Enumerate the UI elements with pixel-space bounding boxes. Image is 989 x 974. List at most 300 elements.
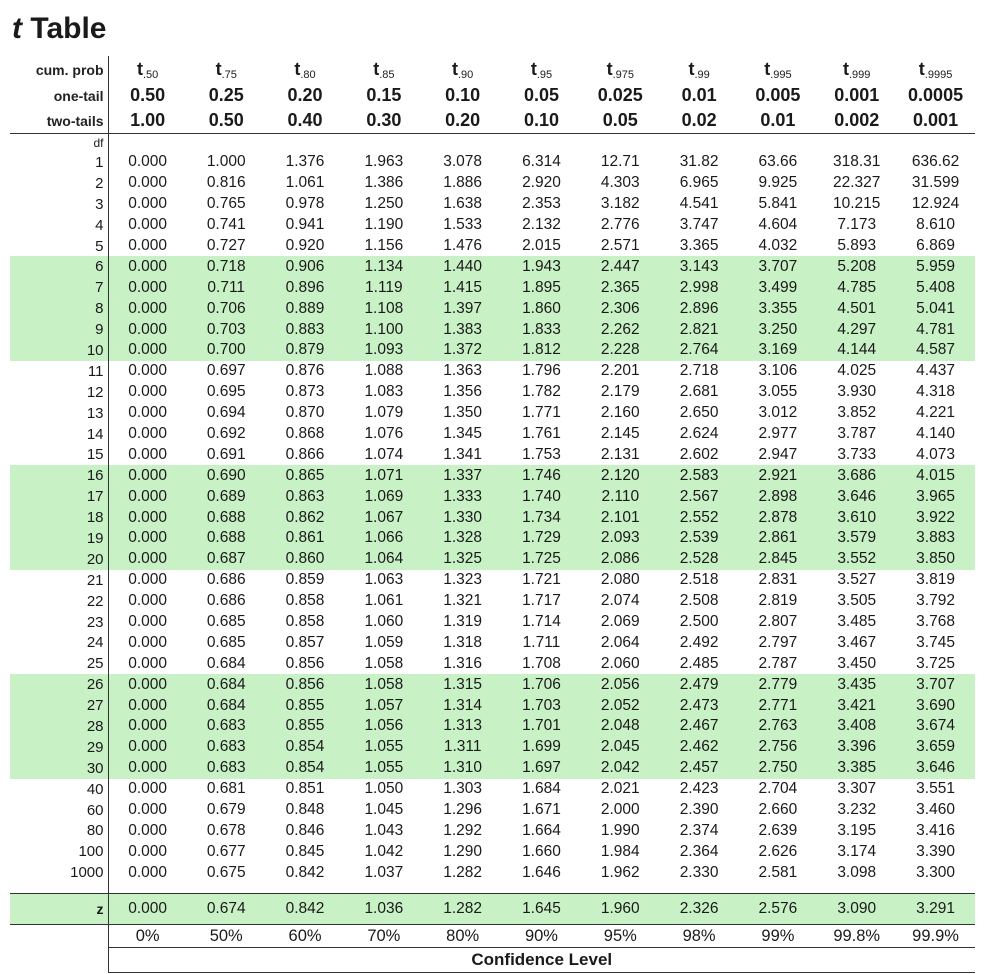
table-cell: 1.057 bbox=[344, 695, 423, 716]
table-cell: 1.533 bbox=[443, 216, 483, 234]
table-cell: 5.893 bbox=[837, 237, 877, 254]
z-row bbox=[10, 894, 975, 925]
table-row bbox=[10, 716, 975, 737]
one-tail-value: 0.10 bbox=[445, 85, 481, 105]
df-value: 20 bbox=[10, 549, 108, 570]
table-cell: 1.697 bbox=[502, 758, 581, 779]
table-row bbox=[10, 549, 975, 570]
df-value: 18 bbox=[10, 507, 108, 528]
critical-value-header: $t_{.975}$ bbox=[606, 58, 634, 81]
table-cell: 0.846 bbox=[285, 821, 325, 839]
table-cell: 3.106 bbox=[758, 362, 798, 380]
table-cell: 2.120 bbox=[581, 465, 660, 486]
table-cell: 0.859 bbox=[285, 571, 325, 589]
table-cell: 0.816 bbox=[206, 174, 246, 192]
table-cell: 0.000 bbox=[108, 758, 187, 779]
table-cell: 0.941 bbox=[285, 216, 325, 234]
table-row bbox=[10, 653, 975, 674]
table-cell: 3.467 bbox=[837, 633, 877, 651]
probability-subscript: .999 bbox=[849, 68, 871, 81]
table-cell: 3.421 bbox=[817, 695, 896, 716]
table-cell: 0.681 bbox=[206, 780, 246, 798]
table-cell: 0.000 bbox=[128, 362, 168, 380]
table-cell: 0.000 bbox=[128, 174, 168, 192]
table-cell: 0.000 bbox=[128, 592, 168, 610]
one-tail-value: 0.05 bbox=[523, 85, 559, 105]
table-cell: 1.341 bbox=[443, 445, 483, 463]
table-cell: 1.740 bbox=[502, 486, 581, 507]
table-cell: 2.552 bbox=[660, 507, 739, 528]
table-cell: 0.000 bbox=[108, 298, 187, 319]
table-cell: 1.729 bbox=[502, 528, 581, 549]
table-cell: 3.055 bbox=[758, 383, 798, 401]
table-cell: 318.31 bbox=[833, 153, 881, 171]
table-cell: 0.868 bbox=[285, 425, 325, 443]
one-tail-value: 0.0005 bbox=[908, 85, 964, 105]
table-cell: 3.745 bbox=[916, 633, 955, 651]
table-row bbox=[10, 821, 975, 842]
table-cell: 0.677 bbox=[206, 842, 246, 860]
table-row bbox=[10, 695, 975, 716]
table-cell: 3.365 bbox=[679, 237, 719, 254]
table-cell: 2.861 bbox=[739, 528, 818, 549]
two-tails-value: 0.002 bbox=[817, 108, 896, 134]
table-cell: 2.042 bbox=[581, 758, 660, 779]
table-cell: 1.050 bbox=[364, 780, 404, 798]
table-cell: 1.290 bbox=[443, 842, 483, 860]
table-cell: 1.000 bbox=[206, 153, 246, 171]
table-cell: 3.012 bbox=[758, 404, 798, 422]
table-cell: 0.675 bbox=[206, 863, 246, 881]
table-cell: 0.689 bbox=[187, 486, 266, 507]
table-row bbox=[10, 340, 975, 361]
table-cell: 2.457 bbox=[660, 758, 739, 779]
table-cell: 3.098 bbox=[837, 863, 877, 881]
table-cell: 3.250 bbox=[739, 319, 818, 340]
table-cell: 2.485 bbox=[679, 654, 719, 672]
one-tail-value: 0.001 bbox=[834, 85, 880, 105]
table-cell: 1.190 bbox=[364, 216, 404, 234]
table-cell: 0.684 bbox=[187, 674, 266, 695]
table-cell: 1.990 bbox=[600, 821, 640, 839]
table-cell: 1.314 bbox=[423, 695, 502, 716]
table-cell: 0.718 bbox=[187, 256, 266, 277]
table-cell: 2.660 bbox=[758, 801, 798, 819]
table-cell: 1.134 bbox=[344, 256, 423, 277]
table-cell: 2.602 bbox=[679, 445, 719, 463]
table-cell: 0.691 bbox=[206, 445, 246, 463]
table-cell: 2.819 bbox=[758, 592, 798, 610]
table-cell: 1.058 bbox=[344, 674, 423, 695]
table-cell: 1.063 bbox=[364, 571, 404, 589]
df-value: 9 bbox=[10, 319, 108, 340]
table-cell: 3.965 bbox=[896, 486, 975, 507]
one-tail-value: 0.025 bbox=[597, 85, 643, 105]
table-cell: 2.650 bbox=[679, 404, 719, 422]
one-tail-value: 0.25 bbox=[208, 85, 244, 105]
two-tails-value: 0.30 bbox=[344, 108, 423, 134]
table-cell: 2.462 bbox=[660, 737, 739, 758]
table-cell: 1.064 bbox=[344, 549, 423, 570]
table-cell: 2.704 bbox=[758, 780, 798, 798]
table-cell: 0.000 bbox=[128, 613, 168, 631]
table-cell: 5.959 bbox=[896, 256, 975, 277]
z-value: 3.090 bbox=[817, 894, 896, 925]
table-cell: 2.567 bbox=[660, 486, 739, 507]
table-cell: 6.314 bbox=[522, 153, 561, 171]
table-cell: 3.499 bbox=[739, 277, 818, 298]
table-cell: 3.232 bbox=[837, 801, 877, 819]
table-cell: 31.82 bbox=[679, 153, 719, 171]
table-cell: 3.690 bbox=[896, 695, 975, 716]
table-cell: 1.069 bbox=[344, 486, 423, 507]
table-cell: 3.300 bbox=[916, 863, 955, 881]
table-row bbox=[10, 194, 975, 215]
table-body bbox=[10, 56, 975, 973]
table-cell: 8.610 bbox=[916, 216, 955, 234]
table-cell: 1.076 bbox=[364, 425, 404, 443]
table-cell: 0.870 bbox=[285, 404, 325, 422]
table-cell: 1.313 bbox=[423, 716, 502, 737]
table-cell: 3.174 bbox=[837, 842, 877, 860]
table-cell: 0.688 bbox=[187, 528, 266, 549]
table-cell: 1.319 bbox=[443, 613, 483, 631]
table-cell: 1.833 bbox=[502, 319, 581, 340]
table-cell: 1.071 bbox=[344, 465, 423, 486]
table-cell: 0.000 bbox=[108, 507, 187, 528]
table-cell: 0.845 bbox=[285, 842, 325, 860]
table-cell: 4.073 bbox=[916, 445, 955, 463]
table-cell: 1.714 bbox=[522, 613, 561, 631]
table-cell: 12.924 bbox=[911, 195, 960, 213]
table-cell: 1.093 bbox=[344, 340, 423, 361]
critical-value-header: $t_{.99}$ bbox=[688, 58, 710, 81]
page-title bbox=[12, 14, 106, 44]
table-cell: 0.876 bbox=[285, 362, 325, 380]
table-cell: 1.310 bbox=[423, 758, 502, 779]
df-value: 8 bbox=[10, 298, 108, 319]
table-cell: 1.060 bbox=[364, 613, 404, 631]
table-row bbox=[10, 403, 975, 424]
table-cell: 1.746 bbox=[502, 465, 581, 486]
table-cell: 1.440 bbox=[423, 256, 502, 277]
df-value: 12 bbox=[10, 382, 108, 403]
table-cell: 3.408 bbox=[817, 716, 896, 737]
table-cell: 0.873 bbox=[285, 383, 325, 401]
critical-value-header: $t_{.9995}$ bbox=[918, 58, 953, 81]
table-cell: 4.297 bbox=[817, 319, 896, 340]
table-cell: 2.306 bbox=[581, 298, 660, 319]
table-cell: 0.000 bbox=[108, 256, 187, 277]
confidence-value: 70% bbox=[367, 926, 401, 945]
table-cell: 1.701 bbox=[502, 716, 581, 737]
table-cell: 1.725 bbox=[502, 549, 581, 570]
table-cell: 3.552 bbox=[817, 549, 896, 570]
table-cell: 0.686 bbox=[206, 592, 246, 610]
df-value: 29 bbox=[10, 737, 108, 758]
df-value: 30 bbox=[10, 758, 108, 779]
table-cell: 2.797 bbox=[758, 633, 798, 651]
df-value: 15 bbox=[10, 444, 108, 465]
table-cell: 0.863 bbox=[266, 486, 345, 507]
table-cell: 7.173 bbox=[837, 216, 877, 234]
confidence-level-label: Confidence Level bbox=[108, 948, 975, 973]
table-cell: 2.447 bbox=[581, 256, 660, 277]
table-cell: 4.140 bbox=[916, 425, 955, 443]
table-cell: 1.860 bbox=[502, 298, 581, 319]
table-cell: 1.108 bbox=[344, 298, 423, 319]
critical-value-header: $t_{.75}$ bbox=[215, 58, 237, 81]
df-value: 25 bbox=[10, 653, 108, 674]
table-cell: 1.386 bbox=[364, 174, 404, 192]
table-row bbox=[10, 862, 975, 883]
table-cell: 0.679 bbox=[206, 801, 246, 819]
two-tails-value: 1.00 bbox=[108, 108, 187, 134]
table-cell: 1.812 bbox=[502, 340, 581, 361]
table-cell: 9.925 bbox=[758, 174, 798, 192]
table-cell: 1.119 bbox=[344, 277, 423, 298]
table-row bbox=[10, 570, 975, 591]
table-cell: 0.842 bbox=[285, 863, 325, 881]
table-cell: 2.998 bbox=[660, 277, 739, 298]
table-cell: 2.921 bbox=[739, 465, 818, 486]
table-cell: 2.045 bbox=[581, 737, 660, 758]
df-value: 11 bbox=[10, 361, 108, 382]
critical-value-header: $t_{.90}$ bbox=[452, 58, 474, 81]
confidence-value: 95% bbox=[603, 926, 637, 945]
table-cell: 2.878 bbox=[739, 507, 818, 528]
table-cell: 1.397 bbox=[423, 298, 502, 319]
table-cell: 1.323 bbox=[443, 571, 483, 589]
table-cell: 3.922 bbox=[896, 507, 975, 528]
two-tails-value: 0.20 bbox=[423, 108, 502, 134]
table-cell: 3.435 bbox=[817, 674, 896, 695]
table-cell: 1.037 bbox=[364, 863, 404, 881]
table-cell: 2.048 bbox=[581, 716, 660, 737]
probability-subscript: .99 bbox=[694, 68, 710, 81]
table-cell: 1.782 bbox=[522, 383, 561, 401]
table-cell: 1.058 bbox=[364, 654, 404, 672]
table-cell: 0.700 bbox=[187, 340, 266, 361]
table-cell: 1.717 bbox=[522, 592, 561, 610]
table-cell: 2.093 bbox=[581, 528, 660, 549]
table-cell: 3.450 bbox=[837, 654, 877, 672]
table-cell: 0.684 bbox=[187, 695, 266, 716]
table-cell: 3.819 bbox=[916, 571, 955, 589]
table-cell: 0.856 bbox=[266, 674, 345, 695]
table-cell: 3.416 bbox=[916, 821, 955, 839]
table-cell: 3.385 bbox=[817, 758, 896, 779]
table-cell: 1.711 bbox=[522, 633, 561, 651]
table-row bbox=[10, 382, 975, 403]
table-cell: 2.015 bbox=[522, 237, 561, 254]
critical-value-header: $t_{.50}$ bbox=[137, 58, 159, 81]
table-cell: 0.706 bbox=[187, 298, 266, 319]
table-cell: 4.541 bbox=[679, 195, 719, 213]
table-cell: 1.708 bbox=[522, 654, 561, 672]
table-cell: 1.083 bbox=[364, 383, 404, 401]
table-cell: 2.145 bbox=[600, 425, 640, 443]
table-cell: 1.943 bbox=[502, 256, 581, 277]
table-row bbox=[10, 779, 975, 800]
table-cell: 1.156 bbox=[364, 237, 404, 254]
table-cell: 3.850 bbox=[896, 549, 975, 570]
table-cell: 1.055 bbox=[344, 737, 423, 758]
table-cell: 2.132 bbox=[522, 216, 561, 234]
table-cell: 3.787 bbox=[837, 425, 877, 443]
z-value: 0.000 bbox=[108, 894, 187, 925]
table-cell: 1.337 bbox=[423, 465, 502, 486]
table-row bbox=[10, 612, 975, 633]
table-cell: 2.539 bbox=[660, 528, 739, 549]
two-tails-value: 0.40 bbox=[266, 108, 345, 134]
table-cell: 0.000 bbox=[128, 216, 168, 234]
table-cell: 4.144 bbox=[817, 340, 896, 361]
table-cell: 1.761 bbox=[522, 425, 561, 443]
table-cell: 2.626 bbox=[758, 842, 798, 860]
confidence-row bbox=[10, 925, 975, 948]
table-cell: 4.604 bbox=[758, 216, 798, 234]
table-cell: 1.383 bbox=[423, 319, 502, 340]
probability-subscript: .95 bbox=[536, 68, 553, 81]
table-cell: 3.646 bbox=[896, 758, 975, 779]
table-cell: 0.684 bbox=[206, 654, 246, 672]
table-row bbox=[10, 361, 975, 382]
table-cell: 1.333 bbox=[423, 486, 502, 507]
table-cell: 2.473 bbox=[660, 695, 739, 716]
table-cell: 1.059 bbox=[364, 633, 404, 651]
table-cell: 0.856 bbox=[285, 654, 325, 672]
table-cell: 0.000 bbox=[128, 195, 168, 213]
table-cell: 4.025 bbox=[837, 362, 877, 380]
df-value: 1000 bbox=[10, 862, 108, 883]
table-cell: 1.321 bbox=[443, 592, 483, 610]
table-cell: 1.056 bbox=[344, 716, 423, 737]
table-cell: 1.318 bbox=[443, 633, 483, 651]
df-value: 26 bbox=[10, 674, 108, 695]
df-value: 1 bbox=[10, 152, 108, 173]
table-cell: 6.965 bbox=[679, 174, 719, 192]
table-cell: 4.781 bbox=[896, 319, 975, 340]
table-cell: 2.718 bbox=[679, 362, 719, 380]
table-row bbox=[10, 215, 975, 236]
table-cell: 63.66 bbox=[758, 153, 798, 171]
df-value: 80 bbox=[10, 821, 108, 842]
table-cell: 5.208 bbox=[817, 256, 896, 277]
table-cell: 5.408 bbox=[896, 277, 975, 298]
table-cell: 2.080 bbox=[600, 571, 640, 589]
table-cell: 0.000 bbox=[128, 821, 168, 839]
df-value: 21 bbox=[10, 570, 108, 591]
probability-subscript: .9995 bbox=[924, 68, 953, 81]
table-row bbox=[10, 674, 975, 695]
table-cell: 2.353 bbox=[522, 195, 561, 213]
table-cell: 1.043 bbox=[364, 821, 404, 839]
confidence-value: 99% bbox=[761, 926, 795, 945]
z-value: 0.842 bbox=[266, 894, 345, 925]
table-cell: 3.551 bbox=[916, 780, 955, 798]
table-cell: 2.101 bbox=[581, 507, 660, 528]
table-cell: 3.733 bbox=[837, 445, 877, 463]
table-cell: 0.000 bbox=[108, 465, 187, 486]
one-tail-value: 0.01 bbox=[681, 85, 717, 105]
table-cell: 2.021 bbox=[600, 780, 640, 798]
table-cell: 0.857 bbox=[285, 633, 325, 651]
table-row bbox=[10, 236, 975, 257]
table-row bbox=[10, 173, 975, 194]
table-row bbox=[10, 424, 975, 445]
table-cell: 10.215 bbox=[833, 195, 881, 213]
table-cell: 3.143 bbox=[660, 256, 739, 277]
table-cell: 2.262 bbox=[581, 319, 660, 340]
table-cell: 5.841 bbox=[758, 195, 798, 213]
df-value: 22 bbox=[10, 591, 108, 612]
table-cell: 1.753 bbox=[522, 445, 561, 463]
table-cell: 1.734 bbox=[502, 507, 581, 528]
table-cell: 1.061 bbox=[285, 174, 325, 192]
table-cell: 0.000 bbox=[128, 571, 168, 589]
one-tail-label: one-tail bbox=[10, 83, 108, 108]
probability-subscript: .50 bbox=[143, 68, 159, 81]
df-value: 17 bbox=[10, 486, 108, 507]
two-tails-value: 0.10 bbox=[502, 108, 581, 134]
table-cell: 0.978 bbox=[285, 195, 325, 213]
table-cell: 1.376 bbox=[285, 153, 325, 171]
table-cell: 12.71 bbox=[600, 153, 640, 171]
table-cell: 1.311 bbox=[423, 737, 502, 758]
table-cell: 1.706 bbox=[502, 674, 581, 695]
confidence-value: 50% bbox=[209, 926, 243, 945]
table-cell: 1.296 bbox=[443, 801, 483, 819]
table-cell: 2.479 bbox=[660, 674, 739, 695]
confidence-value: 90% bbox=[524, 926, 558, 945]
table-cell: 0.683 bbox=[187, 758, 266, 779]
table-cell: 1.067 bbox=[344, 507, 423, 528]
table-cell: 2.681 bbox=[679, 383, 719, 401]
table-cell: 0.687 bbox=[187, 549, 266, 570]
df-label: df bbox=[10, 134, 108, 153]
table-cell: 1.066 bbox=[344, 528, 423, 549]
table-cell: 4.501 bbox=[817, 298, 896, 319]
table-cell: 4.015 bbox=[896, 465, 975, 486]
table-cell: 3.485 bbox=[837, 613, 877, 631]
table-cell: 0.000 bbox=[128, 801, 168, 819]
table-cell: 0.851 bbox=[285, 780, 325, 798]
table-cell: 0.854 bbox=[266, 758, 345, 779]
confidence-label-row bbox=[10, 948, 975, 973]
table-cell: 2.228 bbox=[581, 340, 660, 361]
table-cell: 4.221 bbox=[916, 404, 955, 422]
table-cell: 1.895 bbox=[502, 277, 581, 298]
table-cell: 3.725 bbox=[916, 654, 955, 672]
table-row bbox=[10, 465, 975, 486]
table-cell: 4.587 bbox=[896, 340, 975, 361]
df-value: 100 bbox=[10, 841, 108, 862]
table-row bbox=[10, 841, 975, 862]
table-cell: 1.415 bbox=[423, 277, 502, 298]
table-cell: 3.355 bbox=[739, 298, 818, 319]
table-cell: 0.906 bbox=[266, 256, 345, 277]
table-cell: 0.688 bbox=[187, 507, 266, 528]
table-cell: 0.000 bbox=[128, 425, 168, 443]
df-value: 23 bbox=[10, 612, 108, 633]
table-cell: 1.282 bbox=[443, 863, 483, 881]
confidence-value: 60% bbox=[288, 926, 322, 945]
table-cell: 2.896 bbox=[660, 298, 739, 319]
table-cell: 2.771 bbox=[739, 695, 818, 716]
z-value: 1.960 bbox=[581, 894, 660, 925]
table-cell: 0.685 bbox=[206, 613, 246, 631]
